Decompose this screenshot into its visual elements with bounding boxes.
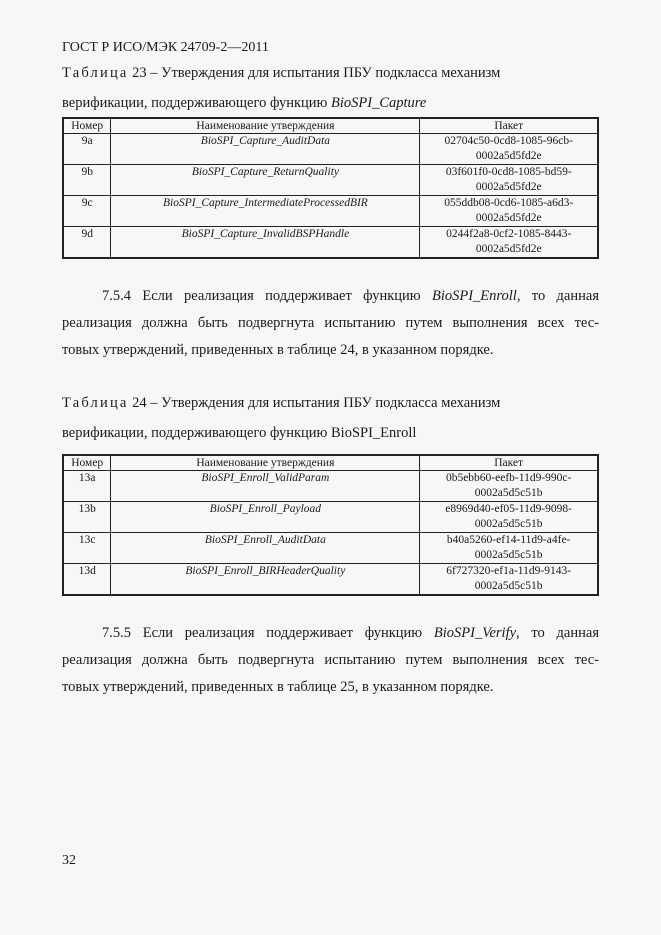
caption-prefix: Таблица <box>62 65 129 81</box>
table-row <box>63 533 598 564</box>
column-header-number: Номер <box>63 455 111 471</box>
assertion-name <box>111 564 420 596</box>
row-number <box>63 502 111 533</box>
package-id-text: 02704c50-0cd8-1085-96cb- <box>444 135 573 147</box>
package-id <box>420 196 598 227</box>
paragraph-function: BioSPI_Enroll <box>431 288 517 304</box>
paragraph-text: , то данная <box>516 625 599 641</box>
table-row <box>63 564 598 596</box>
row-number <box>63 165 111 196</box>
paragraph-text: , то данная <box>516 288 599 304</box>
paragraph-line: реализация должна быть подвергнута испытанию путем выполнения всех тес- <box>62 315 599 331</box>
assertion-name <box>111 471 420 502</box>
package-id-text: 0244f2a8-0cf2-1085-8443- <box>446 228 572 240</box>
package-id <box>420 165 598 196</box>
assertion-name <box>111 533 420 564</box>
caption-text: 24 – Утверждения для испытания ПБУ подкласса механизм <box>128 395 501 411</box>
row-number-text: 13a <box>78 472 96 484</box>
caption-function: BioSPI_Capture <box>331 95 427 111</box>
assertion-name <box>111 502 420 533</box>
paragraph-text: 7.5.5 Если реализация поддерживает функцию <box>102 625 434 641</box>
assertion-name-text: BioSPI_Enroll_BIRHeaderQuality <box>185 565 346 577</box>
caption-prefix: Таблица <box>62 395 129 411</box>
table-row <box>63 196 598 227</box>
package-id-text: 0002a5d5c51b <box>474 549 543 561</box>
caption-line2: верификации, поддерживающего функцию BioSPI_Enroll <box>62 425 417 441</box>
row-number <box>63 134 111 165</box>
assertion-name-text: BioSPI_Enroll_ValidParam <box>201 472 330 484</box>
caption-line2: верификации, поддерживающего функцию <box>62 95 332 111</box>
row-number <box>63 564 111 596</box>
table-row <box>63 134 598 165</box>
row-number-text: 13d <box>78 565 96 577</box>
table-row <box>63 165 598 196</box>
assertion-name-text: BioSPI_Capture_AuditData <box>200 135 331 147</box>
document-header: ГОСТ Р ИСО/МЭК 24709-2—2011 <box>62 40 269 55</box>
paragraph-7-5-4 <box>62 283 599 364</box>
assertion-name <box>111 165 420 196</box>
package-id-text: 6f727320-ef1a-11d9-9143- <box>446 565 572 577</box>
assertion-name-text: BioSPI_Enroll_Payload <box>209 503 322 515</box>
table-23 <box>62 117 599 259</box>
table-23-caption <box>62 58 602 118</box>
assertion-name-text: BioSPI_Capture_ReturnQuality <box>191 166 339 178</box>
package-id <box>420 502 598 533</box>
page-number: 32 <box>62 853 76 868</box>
row-number-text: 9a <box>81 135 93 147</box>
row-number <box>63 227 111 259</box>
table-24-caption <box>62 388 602 448</box>
package-id-text: 0002a5d5fd2e <box>475 212 542 224</box>
assertion-name-text: BioSPI_Capture_InvalidBSPHandle <box>181 228 350 240</box>
paragraph-text: 7.5.4 Если реализация поддерживает функцию <box>102 288 432 304</box>
paragraph-line: товых утверждений, приведенных в таблице 24, в указанном порядке. <box>62 342 494 358</box>
package-id <box>420 533 598 564</box>
paragraph-line: товых утверждений, приведенных в таблице 25, в указанном порядке. <box>62 679 494 695</box>
package-id <box>420 564 598 596</box>
assertion-name <box>111 227 420 259</box>
package-id-text: 0002a5d5fd2e <box>475 181 542 193</box>
column-header-name: Наименование утверждения <box>111 455 420 471</box>
row-number <box>63 471 111 502</box>
column-header-package: Пакет <box>420 455 598 471</box>
package-id <box>420 471 598 502</box>
row-number-text: 9b <box>81 166 93 178</box>
assertion-name-text: BioSPI_Capture_IntermediateProcessedBIR <box>163 197 368 209</box>
package-id-text: 0b5ebb60-eefb-11d9-990c- <box>445 472 572 484</box>
column-header-number: Номер <box>63 118 111 134</box>
row-number-text: 9d <box>81 228 93 240</box>
package-id-text: 0002a5d5fd2e <box>475 243 542 255</box>
package-id-text: e8969d40-ef05-11d9-9098- <box>445 503 572 515</box>
paragraph-line: реализация должна быть подвергнута испытанию путем выполнения всех тес- <box>62 652 599 668</box>
package-id-text: 0002a5d5c51b <box>474 580 543 592</box>
row-number-text: 13c <box>78 534 96 546</box>
row-number <box>63 533 111 564</box>
package-id-text: b40a5260-ef14-11d9-a4fe- <box>446 534 571 546</box>
table-row <box>63 227 598 259</box>
table-24 <box>62 454 599 596</box>
package-id-text: 0002a5d5c51b <box>474 487 543 499</box>
package-id-text: 0002a5d5fd2e <box>475 150 542 162</box>
table-row <box>63 471 598 502</box>
package-id <box>420 134 598 165</box>
table-row <box>63 502 598 533</box>
assertion-name-text: BioSPI_Enroll_AuditData <box>204 534 326 546</box>
package-id <box>420 227 598 259</box>
package-id-text: 055ddb08-0cd6-1085-a6d3- <box>444 197 574 209</box>
row-number-text: 13b <box>78 503 96 515</box>
column-header-package: Пакет <box>420 118 598 134</box>
assertion-name <box>111 196 420 227</box>
caption-text: 23 – Утверждения для испытания ПБУ подкласса механизм <box>128 65 501 81</box>
package-id-text: 03f601f0-0cd8-1085-bd59- <box>445 166 572 178</box>
paragraph-7-5-5 <box>62 620 599 701</box>
paragraph-function: BioSPI_Verify <box>433 625 517 641</box>
row-number-text: 9c <box>81 197 93 209</box>
row-number <box>63 196 111 227</box>
package-id-text: 0002a5d5c51b <box>474 518 543 530</box>
column-header-name: Наименование утверждения <box>111 118 420 134</box>
assertion-name <box>111 134 420 165</box>
